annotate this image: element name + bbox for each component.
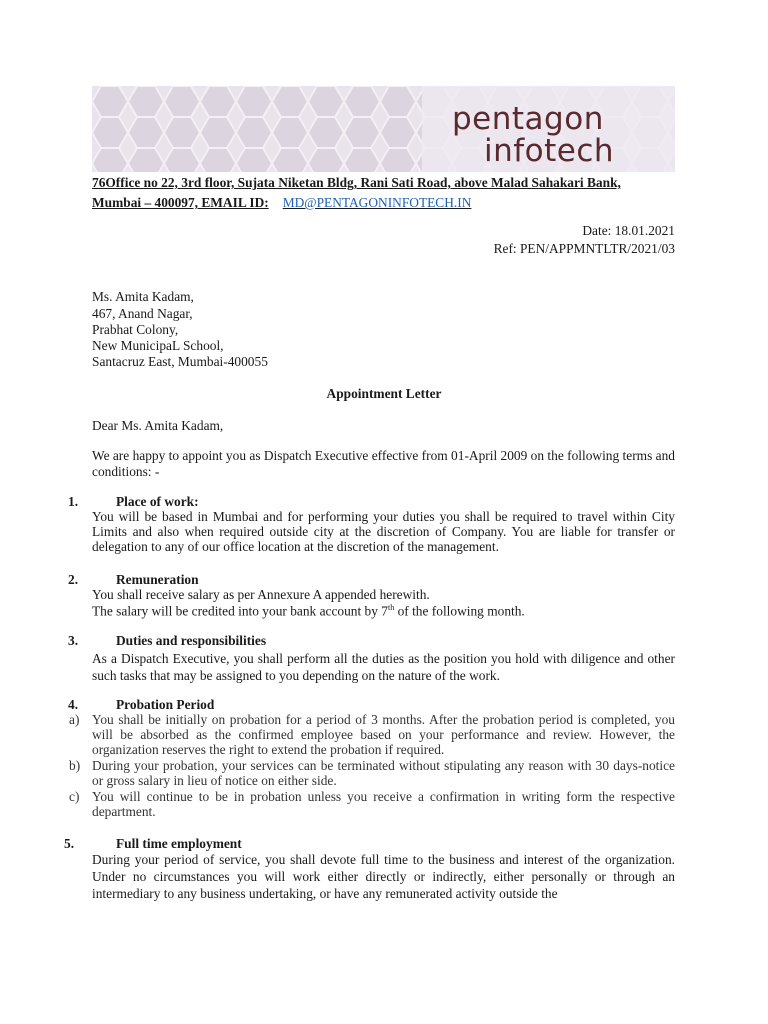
intro-paragraph: We are happy to appoint you as Dispatch Executive effective from 01-April 2009 on the following terms and conditions: - (92, 448, 675, 479)
recipient-name: Ms. Amita Kadam, (92, 289, 194, 304)
section-body: You shall receive salary as per Annexure A appended herewith. (92, 587, 430, 602)
section-heading: Place of work: (116, 494, 199, 509)
section-heading: Probation Period (116, 697, 215, 712)
email-link[interactable]: MD@PENTAGONINFOTECH.IN (282, 195, 472, 210)
recipient-line: Prabhat Colony, (92, 322, 179, 337)
logo-line1: pentagon (452, 101, 604, 137)
company-address (92, 173, 692, 213)
address-line1: 76Office no 22, 3rd floor, Sujata Niketan Bldg, Rani Sati Road, above Malad Sahakari Bank, (92, 175, 621, 190)
list-label: a) (69, 712, 80, 727)
address-line2: Mumbai – 400097, EMAIL ID: MD@PENTAGONINFOTECH.IN (92, 195, 472, 210)
list-item: During your probation, your services can be terminated without stipulating any reason with 30 days-notice or gross salary in lieu of notice on either side. (92, 758, 675, 788)
section-heading: Duties and responsibilities (116, 633, 267, 648)
section-heading: Full time employment (116, 836, 242, 851)
recipient-line: New MunicipaL School, (92, 338, 224, 353)
section-body: During your period of service, you shall devote full time to the business and interest of the organization. Under no circumstances you will work either directly or indirectly, either personally or through an intermediary to any business undertaking, or have any remunerated activity outside the (92, 852, 675, 901)
letter-ref: Ref: PEN/APPMNTLTR/2021/03 (493, 241, 675, 256)
list-label: c) (69, 789, 80, 804)
document-title: Appointment Letter (326, 386, 442, 401)
recipient-line: 467, Anand Nagar, (92, 306, 193, 321)
recipient-line: Santacruz East, Mumbai-400055 (92, 354, 268, 369)
list-item: You shall be initially on probation for a period of 3 months. After the probation period is completed, you will be absorbed as the confirmed employee based on your performance and review. However, the organization reserves the right to extend the probation if required. (92, 712, 675, 757)
section-number: 5. (64, 836, 75, 851)
section-heading: Remuneration (116, 572, 199, 587)
list-label: b) (69, 758, 81, 773)
section-number: 2. (68, 572, 79, 587)
list-item: You will continue to be in probation unless you receive a confirmation in writing form the respective department. (92, 789, 675, 819)
section-number: 4. (68, 697, 79, 712)
section-body: The salary will be credited into your bank account by 7th of the following month. (92, 603, 525, 619)
salutation: Dear Ms. Amita Kadam, (92, 418, 224, 433)
section-number: 3. (68, 633, 79, 648)
section-number: 1. (68, 494, 79, 509)
logo-line2: infotech (484, 133, 615, 169)
section-body: You will be based in Mumbai and for performing your duties you shall be required to travel within City Limits and also when required outside city at the discretion of Company. You are liable for transfer or delegation to any of our office location at the discretion of the management. (92, 509, 675, 554)
section-body: As a Dispatch Executive, you shall perform all the duties as the position you hold with diligence and other such tasks that may be assigned to you depending on the nature of the work. (92, 651, 675, 683)
letter-date: Date: 18.01.2021 (582, 223, 675, 238)
